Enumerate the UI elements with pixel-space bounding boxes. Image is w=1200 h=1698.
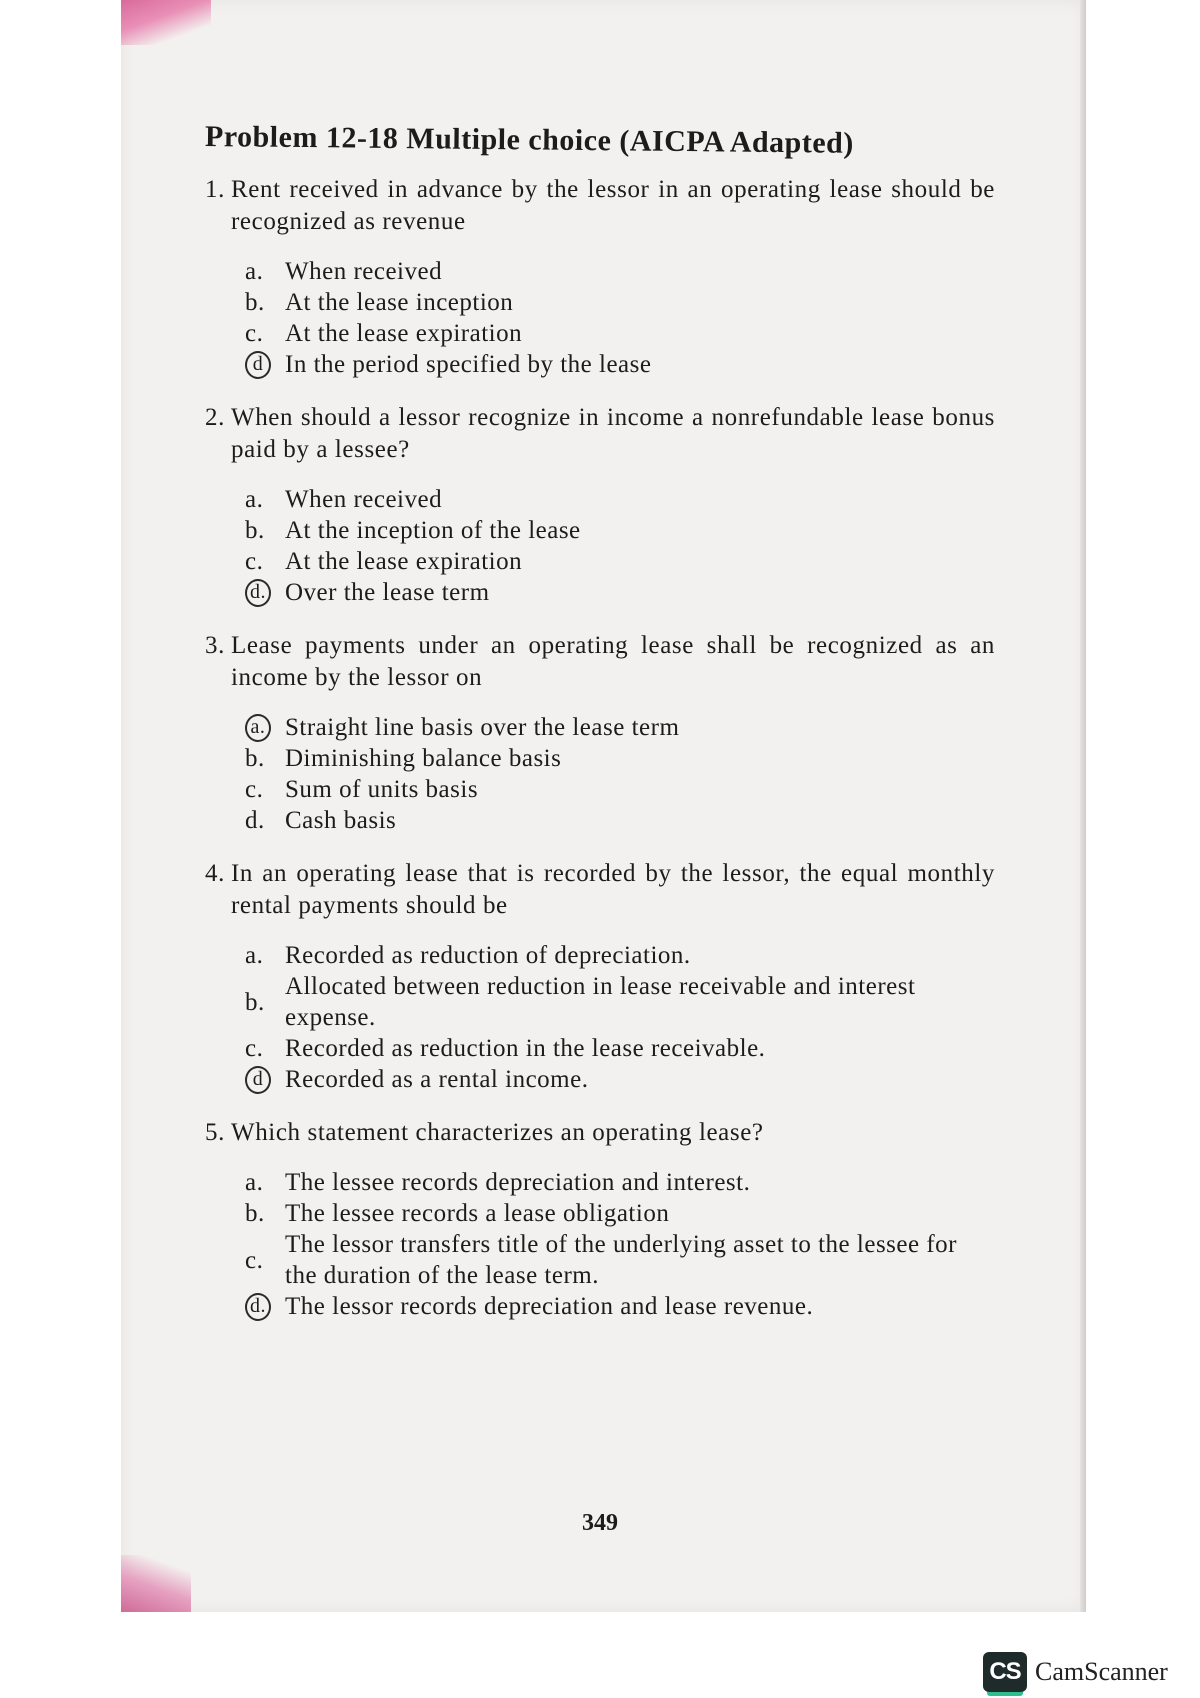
answer-option [245, 805, 995, 836]
answer-option [245, 743, 995, 774]
option-letter: b. [245, 745, 265, 772]
option-letter: b. [245, 517, 265, 544]
circled-answer-letter: d. [245, 579, 271, 607]
option-text: At the lease expiration [285, 320, 523, 347]
answer-option [245, 971, 995, 1033]
camscanner-name: CamScanner [1035, 1657, 1168, 1686]
option-text: When received [285, 486, 443, 513]
option-text: The lessor records depreciation and lease revenue. [285, 1293, 814, 1320]
option-text: When received [285, 258, 443, 285]
answer-option [245, 287, 995, 318]
answer-option [245, 1198, 995, 1229]
question-stem [205, 630, 995, 694]
answer-options [245, 256, 995, 380]
page-corner-stain [121, 1555, 191, 1612]
answer-option [245, 484, 995, 515]
question-number: 1. [205, 176, 225, 203]
answer-option-selected [245, 712, 995, 743]
answer-option-selected [245, 1291, 995, 1322]
answer-option [245, 546, 995, 577]
question-text: When should a lessor recognize in income a nonrefundable lease bonus paid by a lessee? [231, 404, 995, 463]
option-text: At the lease expiration [285, 548, 523, 575]
page-content [205, 120, 995, 1344]
option-letter: b. [245, 1200, 265, 1227]
question-stem [205, 1117, 995, 1149]
page-edge [1080, 0, 1086, 1612]
option-letter: c. [245, 1246, 264, 1274]
question-text: Lease payments under an operating lease shall be recognized as an income by the lessor on [231, 632, 995, 691]
option-text: Recorded as a rental income. [285, 1066, 589, 1093]
circled-answer-letter: d. [245, 1293, 271, 1321]
option-text: Over the lease term [285, 579, 490, 606]
answer-option [245, 1167, 995, 1198]
question-stem [205, 402, 995, 466]
option-letter: b. [245, 289, 265, 316]
question-number: 4. [205, 860, 225, 887]
option-letter: a. [245, 258, 264, 285]
circled-answer-letter: a. [245, 714, 271, 742]
option-text: Recorded as reduction in the lease receivable. [285, 1035, 766, 1062]
option-letter: d. [245, 807, 265, 834]
question-3 [205, 630, 995, 836]
option-letter: c. [245, 548, 264, 575]
answer-option [245, 318, 995, 349]
option-letter: a. [245, 486, 264, 513]
option-text: Sum of units basis [285, 776, 479, 803]
circled-answer-letter: d [245, 1066, 271, 1094]
option-letter: a. [245, 1169, 264, 1196]
question-1 [205, 174, 995, 380]
option-text: The lessee records a lease obligation [285, 1200, 670, 1227]
answer-option [245, 774, 995, 805]
option-text: Diminishing balance basis [285, 745, 562, 772]
question-number: 2. [205, 404, 225, 431]
circled-answer-letter: d [245, 351, 271, 379]
option-text: The lessor transfers title of the underlying asset to the lessee for the duration of the lease term. [285, 1231, 958, 1289]
option-letter: a. [245, 942, 264, 969]
question-number: 3. [205, 632, 225, 659]
question-2 [205, 402, 995, 608]
option-text: At the inception of the lease [285, 517, 581, 544]
option-text: The lessee records depreciation and interest. [285, 1169, 751, 1196]
answer-option [245, 515, 995, 546]
camscanner-watermark [983, 1652, 1168, 1692]
answer-options [245, 484, 995, 608]
question-number: 5. [205, 1119, 225, 1146]
answer-option [245, 256, 995, 287]
option-text: Recorded as reduction of depreciation. [285, 942, 691, 969]
question-stem [205, 174, 995, 238]
answer-option [245, 940, 995, 971]
option-letter: c. [245, 1035, 264, 1062]
question-list [205, 174, 995, 1322]
option-text: Straight line basis over the lease term [285, 714, 680, 741]
option-letter: b. [245, 988, 265, 1016]
answer-option-selected [245, 349, 995, 380]
answer-options [245, 940, 995, 1095]
answer-option [245, 1033, 995, 1064]
question-text: In an operating lease that is recorded by the lessor, the equal monthly rental payments should be [231, 860, 995, 919]
option-text: Cash basis [285, 807, 397, 834]
question-text: Rent received in advance by the lessor in an operating lease should be recognized as revenue [231, 176, 995, 235]
question-4 [205, 858, 995, 1095]
option-text: Allocated between reduction in lease receivable and interest expense. [285, 973, 916, 1031]
page-number: 349 [582, 1510, 618, 1536]
question-text: Which statement characterizes an operating lease? [231, 1119, 764, 1146]
answer-option-selected [245, 1064, 995, 1095]
option-text: At the lease inception [285, 289, 514, 316]
answer-option-selected [245, 577, 995, 608]
question-stem [205, 858, 995, 922]
page-corner-stain [121, 0, 211, 45]
option-text: In the period specified by the lease [285, 351, 652, 378]
answer-options [245, 1167, 995, 1322]
option-letter: c. [245, 776, 264, 803]
option-letter: c. [245, 320, 264, 347]
answer-option [245, 1229, 995, 1291]
question-5 [205, 1117, 995, 1322]
page-title: Problem 12-18 Multiple choice (AICPA Adapted) [204, 120, 854, 160]
camscanner-logo-icon: CS [983, 1652, 1027, 1692]
answer-options [245, 712, 995, 836]
